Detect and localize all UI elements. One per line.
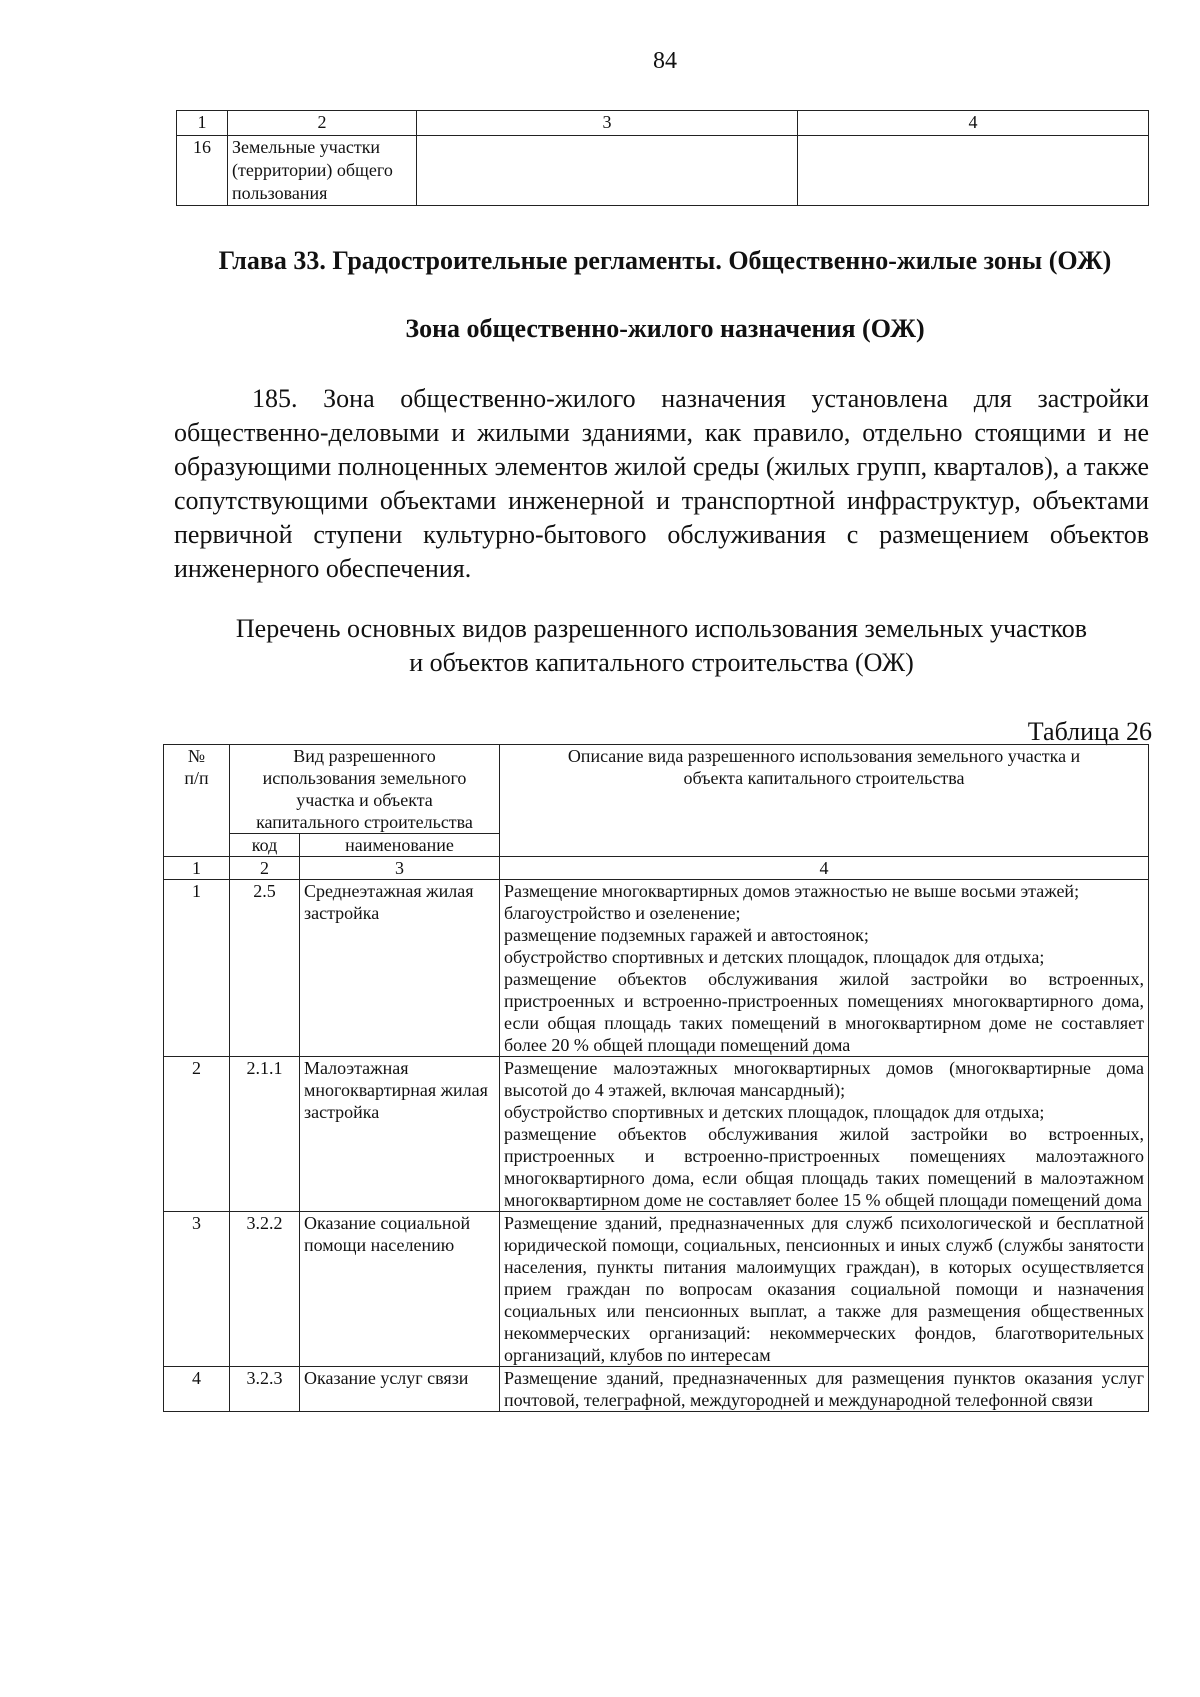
table-row (164, 1367, 1149, 1412)
table-row (177, 136, 1149, 206)
list-title-line: и объектов капитального строительства (ОЖ) (409, 648, 914, 677)
description-line: Размещение малоэтажных многоквартирных домов (многоквартирные дома высотой до 4 этажей, включая мансардный); (504, 1058, 1144, 1100)
description-line: обустройство спортивных и детских площадок, площадок для отдыха; (504, 1102, 1045, 1122)
row-number: 3 (164, 1212, 230, 1367)
description-line: Размещение зданий, предназначенных для служб психологической и бесплатной юридической помощи, социальных, пенсионных и иных служб (службы занятости населения, пункты питания малоимущих граждан), в которых осуществляется прием граждан по вопросам оказания социальной помощи и назначения социальных или пенсионных выплат, а также для размещения общественных некоммерческих организаций: некоммерческих фондов, благотворительных организаций, клубов по интересам (504, 1213, 1144, 1365)
row-description (500, 1367, 1149, 1412)
row-code: 3.2.3 (230, 1367, 300, 1412)
row-description (500, 1057, 1149, 1212)
col-number: 4 (798, 111, 1149, 136)
description-line: размещение объектов обслуживания жилой застройки во встроенных, пристроенных и встроенно-пристроенных помещениях многоквартирного дома, если общая площадь таких помещений в многоквартирном доме не составляет более 20 % общей площади помещений дома (504, 969, 1144, 1055)
row-description (500, 1212, 1149, 1367)
row-number: 16 (177, 136, 228, 206)
table-row (164, 1212, 1149, 1367)
description-line: Размещение зданий, предназначенных для размещения пунктов оказания услуг почтовой, телеграфной, междугородней и международной телефонной связи (504, 1368, 1144, 1410)
col-number: 3 (417, 111, 798, 136)
row-cell (798, 136, 1149, 206)
continuation-table (176, 110, 1149, 206)
row-name: Оказание услуг связи (300, 1367, 500, 1412)
row-name: Среднеэтажная жилая застройка (300, 880, 500, 1057)
header-name: наименование (300, 834, 500, 857)
description-line: размещение подземных гаражей и автостоянок; (504, 925, 869, 945)
header-code: код (230, 834, 300, 857)
main-table (163, 744, 1149, 1412)
column-numbers-row (164, 857, 1149, 880)
header-num: № п/п (164, 745, 230, 857)
description-line: благоустройство и озеленение; (504, 903, 741, 923)
description-line: Размещение многоквартирных домов этажностью не выше восьми этажей; (504, 881, 1080, 901)
table-row (164, 1057, 1149, 1212)
description-line: размещение объектов обслуживания жилой застройки во встроенных, пристроенных и встроенно-пристроенных помещениях малоэтажного многоквартирного дома, если общая площадь таких помещений в малоэтажном многоквартирном доме не составляет более 15 % общей площади помещений дома (504, 1124, 1144, 1210)
col-number: 4 (500, 857, 1149, 880)
col-number: 2 (230, 857, 300, 880)
list-title (174, 612, 1149, 680)
header-desc: Описание вида разрешенного использования земельного участка и объекта капитального строительства (500, 745, 1149, 857)
row-name: Малоэтажная многоквартирная жилая застройка (300, 1057, 500, 1212)
page-number: 84 (653, 48, 677, 74)
row-name: Оказание социальной помощи населению (300, 1212, 500, 1367)
row-code: 2.5 (230, 880, 300, 1057)
table-header-row (177, 111, 1149, 136)
row-number: 1 (164, 880, 230, 1057)
chapter-title: Глава 33. Градостроительные регламенты. Общественно-жилые зоны (ОЖ) (218, 246, 1112, 275)
row-cell (417, 136, 798, 206)
row-name: Земельные участки (территории) общего пользования (228, 136, 417, 206)
header-kind: Вид разрешенного использования земельного участка и объекта капитального строительства (230, 745, 500, 834)
col-number: 2 (228, 111, 417, 136)
row-number: 2 (164, 1057, 230, 1212)
description-line: обустройство спортивных и детских площадок, площадок для отдыха; (504, 947, 1045, 967)
col-number: 1 (177, 111, 228, 136)
row-number: 4 (164, 1367, 230, 1412)
zone-title: Зона общественно-жилого назначения (ОЖ) (405, 314, 925, 343)
col-number: 3 (300, 857, 500, 880)
row-code: 3.2.2 (230, 1212, 300, 1367)
paragraph-185: 185. Зона общественно-жилого назначения установлена для застройки общественно-деловыми и жилыми зданиями, как правило, отдельно стоящими и не образующими полноценных элементов жилой среды (жилых групп, кварталов), а также сопутствующими объектами инженерной и транспортной инфраструктур, объектами первичной ступени культурно-бытового обслуживания с размещением объектов инженерного обеспечения. (174, 384, 1149, 583)
list-title-line: Перечень основных видов разрешенного использования земельных участков (235, 614, 1088, 643)
table-row (164, 880, 1149, 1057)
row-description (500, 880, 1149, 1057)
col-number: 1 (164, 857, 230, 880)
header-row (164, 745, 1149, 834)
table-label: Таблица 26 (1027, 717, 1152, 746)
row-code: 2.1.1 (230, 1057, 300, 1212)
